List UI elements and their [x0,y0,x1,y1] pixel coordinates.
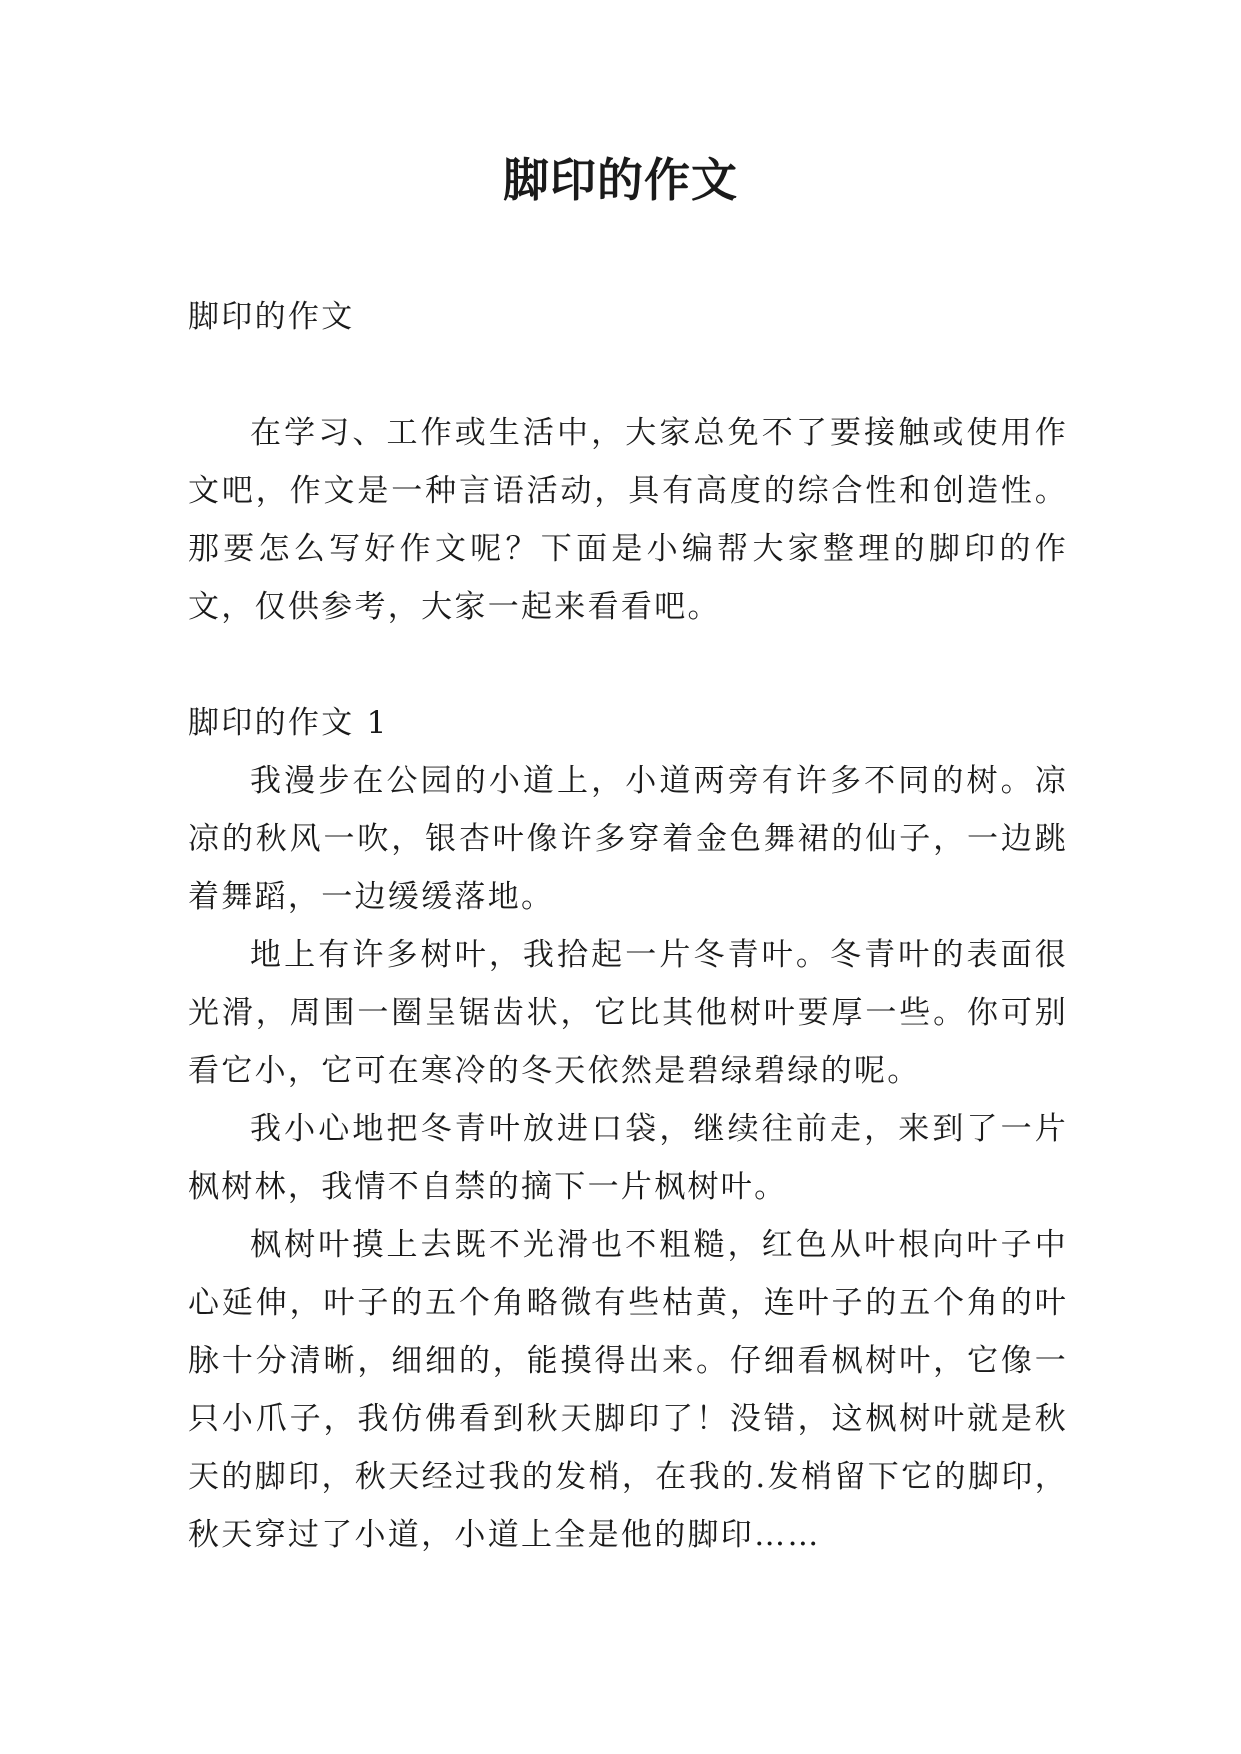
body-paragraph: 我小心地把冬青叶放进口袋，继续往前走，来到了一片枫树林，我情不自禁的摘下一片枫树叶。 [188,1111,1068,1205]
body-paragraph: 枫树叶摸上去既不光滑也不粗糙，红色从叶根向叶子中心延伸，叶子的五个角略微有些枯黄，连叶子的五个角的叶脉十分清晰，细细的，能摸得出来。仔细看枫树叶，它像一只小爪子，我仿佛看到秋天脚印了！没错，这枫树叶就是秋天的脚印，秋天经过我的发梢，在我的.发梢留下它的脚印，秋天穿过了小道，小道上全是他的脚印…… [188,1227,1068,1553]
body-paragraph: 地上有许多树叶，我拾起一片冬青叶。冬青叶的表面很光滑，周围一圈呈锯齿状，它比其他树叶要厚一些。你可别看它小，它可在寒冷的冬天依然是碧绿碧绿的呢。 [188,937,1068,1089]
spacer [188,636,1068,694]
intro-paragraph: 在学习、工作或生活中，大家总免不了要接触或使用作文吧，作文是一种言语活动，具有高度的综合性和创造性。那要怎么写好作文呢？下面是小编帮大家整理的脚印的作文，仅供参考，大家一起来看看吧。 [188,415,1068,625]
body-paragraph: 我漫步在公园的小道上，小道两旁有许多不同的树。凉凉的秋风一吹，银杏叶像许多穿着金色舞裙的仙子，一边跳着舞蹈，一边缓缓落地。 [188,763,1068,915]
document-body [188,288,1068,1564]
section-heading: 脚印的作文 1 [188,705,389,741]
document-title: 脚印的作文 [503,153,738,207]
spacer [188,346,1068,404]
document-subtitle: 脚印的作文 [188,299,355,335]
